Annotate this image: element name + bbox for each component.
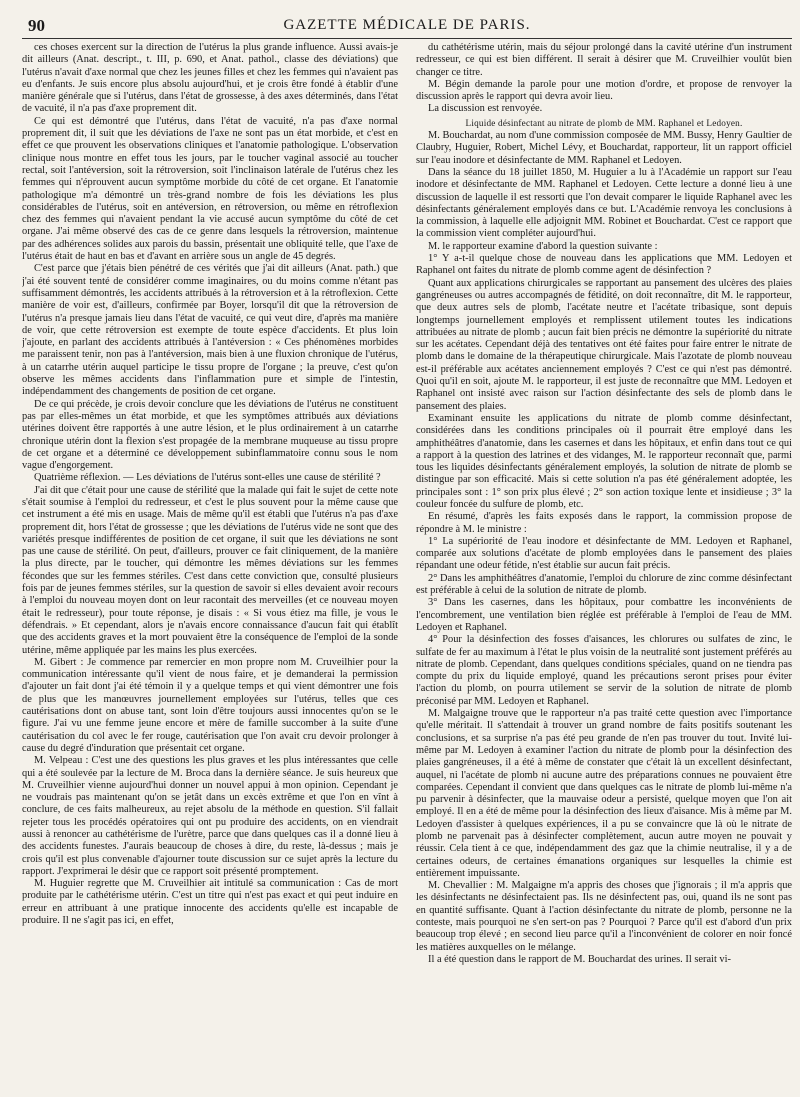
paragraph: J'ai dit que c'était pour une cause de stérilité que la malade qui fait le sujet de cette note s'était soumise à l'emploi du redresseur, et c'est le plus souvent pour la même cause que cet instrument a été mis en usage. Mais de même qu'il est établi que l'utérus n'a pas d'axe proprement dit, hors l'état de grossesse ; que les déviations de l'utérus vide ne sont que des variétés presque indifférentes de position de cet organe, il suit que les déviations ne sont pas une cause de stérilité. On peut, d'ailleurs, prouver ce fait cliniquement, de la manière la plus directe, par le toucher, qui démontre les mêmes déviations sur les femmes fécondes que sur les femmes stériles. C'est dans cette conviction que, consulté plusieurs fois par de jeunes femmes stériles, sur la question de savoir si elles devaient avoir recours à l'emploi du nouveau moyen dont on leur racontait des merveilles (et ce nouveau moyen était le redresseur), pour toute réponse, je disais : « Si vous étiez ma fille, je vous le défendrais. » Et cependant, alors je n'avais encore connaissance d'aucun fait qui établît que des accidents graves et la mort pouvaient être la conséquence de l'emploi de la sonde utérine, même appliquée par les mains les plus exercées. bbox=[22, 484, 398, 656]
paragraph: M. Bégin demande la parole pour une motion d'ordre, et propose de renvoyer la discussion après le rapport qui devra avoir lieu. bbox=[416, 78, 792, 103]
paragraph: La discussion est renvoyée. bbox=[428, 103, 543, 115]
page-header bbox=[22, 12, 792, 39]
paragraph: 3° Dans les casernes, dans les hôpitaux, pour combattre les inconvénients de l'encombrement, une ventilation bien réglée est préférable à l'emploi de l'eau de MM. Ledoyen et Raphanel. bbox=[416, 597, 792, 633]
paragraph: 1° La supériorité de l'eau inodore et désinfectante de MM. Ledoyen et Raphanel, comparée aux solutions d'acétate de plomb employées dans le pansement des plaies répandant une odeur fétide, n'est établie sur aucun fait précis. bbox=[416, 535, 792, 572]
section-heading: Quatrième réflexion. — Les déviations de l'utérus sont-elles une cause de stérilité ? bbox=[34, 472, 381, 484]
paragraph: En résumé, d'après les faits exposés dans le rapport, la commission propose de répondre à M. le ministre : bbox=[416, 511, 792, 535]
text-columns bbox=[22, 42, 792, 1092]
paragraph: C'est parce que j'étais bien pénétré de ces vérités que j'ai dit ailleurs (Anat. path.) que j'ai été souvent tenté de considérer comme imaginaires, ou du moins comme n'étant pas suffisamment démontrés, les accidents attribués à la rétroversion et à la rétroflexion. Cette manière de voir est, d'ailleurs, confirmée par Boyer, lorsqu'il dit que la rétroversion de l'utérus n'a presque jamais lieu dans l'état de vacuité, ce qui veut dire, d'après ma manière de voir, que cette rétroversion est exempte de toute espèce d'accidents. Et plus loin j'ajoute, en parlant des accidents attribués à l'antéversion : « Ces phénomènes morbides me paraissent tenir, non pas à l'antéversion, mais bien à une fluxion chronique de l'utérus, à un catarrhe utérin auquel participe le tissu propre de l'organe ; la preuve, c'est qu'on observe les mêmes accidents dans l'inflammation pure et simple de l'intestin, indépendamment des changements de position de cet organe. bbox=[22, 263, 398, 398]
paragraph: ces choses exercent sur la direction de l'utérus la plus grande influence. Aussi avais-je dit ailleurs (Anat. descript., t. III, p. 690, et Anat. pathol., classe des déviations) que l'utérus n'avait d'axe normal que chez les jeunes filles et chez les femmes qui n'avaient pas eu d'enfants. Je suis encore plus absolu aujourd'hui, et je crois être fondé à établir d'une manière générale que si l'utérus, dans l'état de grossesse, à des axes déterminés, dans l'état de vacuité, il n'a pas d'axe proprement dit. bbox=[22, 42, 398, 115]
paragraph: Ce qui est démontré que l'utérus, dans l'état de vacuité, n'a pas d'axe normal proprement dit, il suit que les déviations de l'axe ne sont pas un état morbide, et c'est en effet ce que prouvent les observations cliniques et l'anatomie pathologique. L'observation clinique nous montre en effet tous les jours, par le toucher vaginal associé au toucher rectal, soit l'antéversion, soit la rétroversion, soit l'inclinaison latérale de l'utérus chez les femmes qui n'éprouvent aucun symptôme morbide du côté de cet organe. Et l'anatomie pathologique m'a démontré un très-grand nombre de fois les déviations les plus considérables de l'utérus, soit en antéversion, en rétroversion, ou même en rétroflexion chez des femmes qui n'avaient pendant la vie accusé aucun symptôme du côté de cet organe. J'ai même observé des cas de ce genre dans lesquels la rétroversion, maintenue par des adhérences solides aux parois du bassin, présentait une obliquité telle, que l'axe de l'utérus était de haut en bas et d'avant en arrière sous un angle de 45 degrés. bbox=[22, 115, 398, 263]
paragraph: Dans la séance du 18 juillet 1850, M. Huguier a lu à l'Académie un rapport sur l'eau inodore et désinfectante de MM. Raphanel et Ledoyen. Cette lecture a donné lieu à une discussion de laquelle il est ressorti que l'on devait comparer le liquide Raphanel avec les désinfectants généralement employés dans ce but. L'Académie renvoya les conclusions à la commission, à laquelle elle adjoignit MM. Robinet et Bouchardat. C'est ce rapport que la commission vient compléter aujourd'hui. bbox=[416, 166, 792, 240]
section-heading: Liquide désinfectant au nitrate de plomb de MM. Raphanel et Ledoyen. bbox=[465, 117, 743, 128]
paragraph: M. le rapporteur examine d'abord la question suivante : bbox=[428, 240, 658, 252]
paragraph: 2° Dans les amphithéâtres d'anatomie, l'emploi du chlorure de zinc comme désinfectant est préférable à celui de la solution de nitrate de plomb. bbox=[416, 572, 792, 597]
page-number: 90 bbox=[28, 16, 45, 35]
paragraph: M. Velpeau : C'est une des questions les plus graves et les plus intéressantes que celle qui a été soulevée par la lecture de M. Broca dans la dernière séance. Je suis heureux que M. Cruveilhier vienne aujourd'hui donner un nouvel appui à mon opinion. Cependant je ne voudrais pas maintenant qu'on se jetât dans un excès extrême et que l'on en vînt à conclure, de ces faits malheureux, au rejet absolu de la méthode en question. S'il fallait rejeter tous les procédés opératoires qui ont pu produire des accidents, on en viendrait aussi à renoncer au cathétérisme de l'urètre, parce que dans quelques cas il a donné lieu à des accidents funestes. J'aurais beaucoup de choses à dire, du reste, là-dessus ; mais je crois qu'il est plus convenable d'ajourner toute discussion sur ce sujet après la lecture du rapport. J'exprimerai le désir que ce rapport soit présenté promptement. bbox=[22, 755, 398, 877]
paragraph: M. Chevallier : M. Malgaigne m'a appris des choses que j'ignorais ; il m'a appris que les désinfectants ne désinfectaient pas. Ils ne désinfectent pas, oui, quand ils ne sont pas en quantité suffisante. Quant à l'action désinfectante du nitrate de plomb, personne ne la conteste, mais pourquoi ne s'en sert-on pas ? Pourquoi ? Parce qu'il est d'abord d'un prix beaucoup trop élevé ; en second lieu parce qu'il a l'inconvénient de colorer en noir foncé les matières auxquelles on le mélange. bbox=[416, 880, 792, 953]
paragraph: De ce qui précède, je crois devoir conclure que les déviations de l'utérus ne constituent pas par elles-mêmes un état morbide, et que les symptômes attribués aux déviations utérines doivent être rapportés à une autre lésion, et le plus ordinairement à un catarrhe chronique utérin dont la flexion s'est propagée de la membrane muqueuse au tissu propre de cet organe et a déterminé ce développement subinflammatoire connu sous le nom vague d'engorgement. bbox=[22, 398, 398, 472]
paragraph: M. Huguier regrette que M. Cruveilhier ait intitulé sa communication : Cas de mort produite par le cathétérisme utérin. C'est un titre qui n'est pas exact et qui peut induire en erreur en attribuant à une pratique innocente des accidents qu'elle est incapable de produire. Il ne s'agit pas ici, en effet, bbox=[22, 878, 398, 927]
paragraph: M. Malgaigne trouve que le rapporteur n'a pas traité cette question avec l'importance qu'elle méritait. Il s'attendait à trouver un grand nombre de faits positifs soutenant les conclusions, et sa surprise n'a pas été peu grande de n'en pas trouver du tout. Invité lui-même par M. Ledoyen à examiner l'action du nitrate de plomb pour la désinfection des plaies gangréneuses, il a été à même de constater que c'était là un excellent désinfectant, auquel, ni l'acétate de plomb ni aucune autre des préparations connues ne pouvaient être comparées. Cependant il convient que dans quelques cas le nitrate de plomb lui-même n'a pu parvenir à désinfecter, que la mauvaise odeur a persisté, quelque moyen que l'on ait employé. Il en a été de même pour la désinfection des lieux d'aisance. Mis à même par M. Ledoyen d'assister à quelques expériences, il a pu se convaincre que là où le nitrate de plomb ne parvenait pas à désinfecter complètement, aucun autre moyen ne pouvait y réussir. Cela tient à ce que, indépendamment des gaz que la chimie neutralise, il y a de certaines odeurs, de certaines émanations organiques sur lesquelles la chimie est entièrement impuissante. bbox=[416, 708, 792, 879]
paragraph: Il a été question dans le rapport de M. Bouchardat des urines. Il serait vi- bbox=[428, 953, 731, 965]
paragraph: 1° Y a-t-il quelque chose de nouveau dans les applications que MM. Ledoyen et Raphanel ont faites du nitrate de plomb comme agent de désinfection ? bbox=[416, 253, 792, 277]
paragraph: M. Bouchardat, au nom d'une commission composée de MM. Bussy, Henry Gaultier de Claubry, Huguier, Robert, Michel Lévy, et Bouchardat, rapporteur, lit un rapport officiel sur l'eau inodore et désinfectante de MM. Raphanel et Ledoyen. bbox=[416, 130, 792, 166]
paragraph: du cathétérisme utérin, mais du séjour prolongé dans la cavité utérine d'un instrument redresseur, ce qui est bien différent. Il serait à désirer que M. Cruveilhier voulût bien changer ce titre. bbox=[416, 42, 792, 78]
paragraph: Examinant ensuite les applications du nitrate de plomb comme désinfectant, considérées dans les conditions principales où il pourrait être employé dans les amphithéâtres d'anatomie, dans les casernes et dans les hôpitaux, et enfin dans tout ce qui a rapport à la question des latrines et des vidanges, M. le rapporteur reconnaît que, parmi tous les liquides désinfectants généralement employés, la solution de nitrate de plomb se distingue par son efficacité. Mais si cette solution n'a pas été généralement adoptée, les principales sont : 1° son prix plus élevé ; 2° son action toxique lente et insidieuse ; 3° la couleur foncée du sulfure de plomb, etc. bbox=[416, 412, 792, 510]
journal-title: GAZETTE MÉDICALE DE PARIS. bbox=[283, 17, 531, 33]
paragraph: Quant aux applications chirurgicales se rapportant au pansement des ulcères des plaies gangréneuses ou autres accompagnés de fétidité, on doit reconnaître, dit M. le rapporteur, que deux autres sels de plomb, l'acétate neutre et l'acétate tribasique, sont depuis longtemps journellement employés et remplissent utilement toutes les indications attribuées au nitrate de plomb ; aucun fait bien précis ne démontre la supériorité du nitrate sur les acétates. Cependant déjà des tentatives ont été faites pour faire entrer le nitrate de plomb dans le domaine de la thérapeutique chirurgicale. Mais l'azotate de plomb nouveau est-il préférable aux acétates anciennement employés ? C'est ce qui n'est pas démontré. Quoi qu'il en soit, ajoute M. le rapporteur, il est juste de reconnaître que MM. Ledoyen et Raphanel ont insisté avec raison sur l'action désinfectante des sels de plomb dans le pansement des plaies. bbox=[416, 277, 792, 412]
paragraph: 4° Pour la désinfection des fosses d'aisances, les chlorures ou sulfates de zinc, le sulfate de fer au maximum à l'état le plus voisin de la neutralité sont justement préférés au nitrate de plomb. Cependant, dans quelques conditions spéciales, quand on ne tiendra pas compte du prix du liquide employé, quand les précautions seront prises pour éviter l'action du plomb, on pourra utilement se servir de la solution de nitrate de plomb préconisé par MM. Ledoyen et Raphanel. bbox=[416, 634, 792, 707]
paragraph: M. Gibert : Je commence par remercier en mon propre nom M. Cruveilhier pour la communication intéressante qu'il vient de nous faire, et je demanderai la permission d'ajouter un fait dont j'ai été témoin il y a quelque temps et qui vient démontrer une fois de plus que les manœuvres journellement employées sur l'utérus, telles que ces cautérisations dont on abuse tant, sont loin d'être toujours aussi innocentes qu'on se le figure. J'ai vu une femme jeune encore et mère de famille succomber à la suite d'une cautérisation du col avec le fer rouge, cautérisation que l'on avait cru devoir prolonger à cause du degré d'induration que présentait cet organe. bbox=[22, 656, 398, 754]
left-column bbox=[22, 42, 398, 1092]
right-column bbox=[416, 42, 792, 1092]
